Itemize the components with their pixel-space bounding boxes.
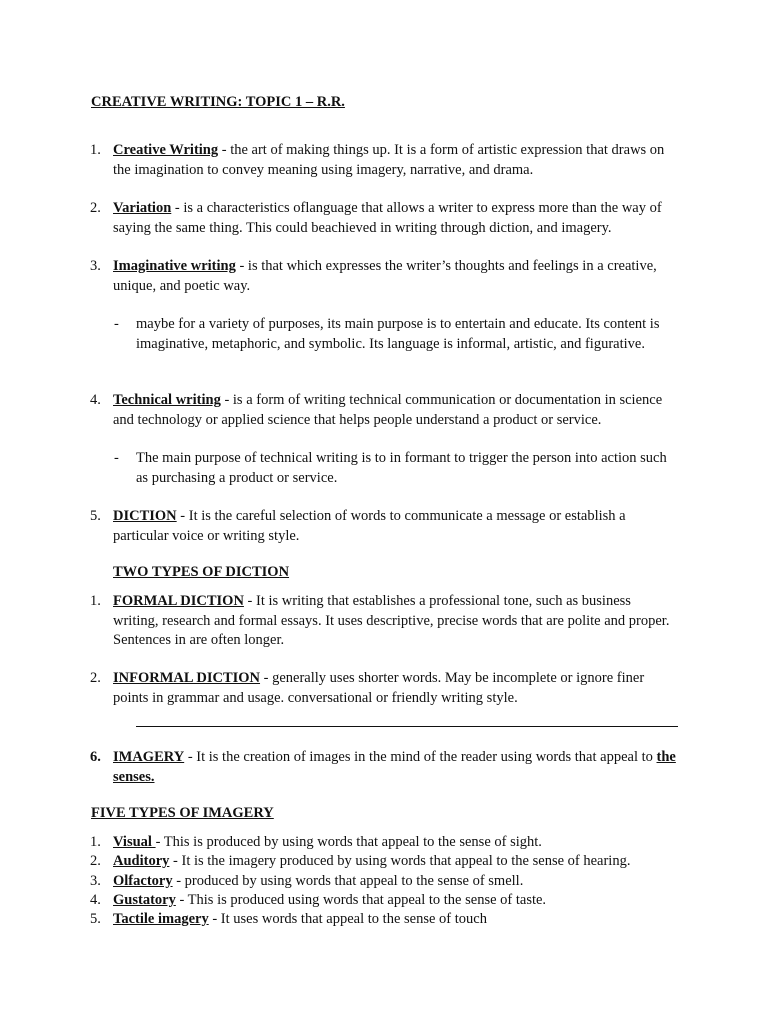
definition: - It is the careful selection of words to communicate a message or establish a particular voice or writing style. [113, 508, 626, 544]
emphasized-text: the senses. [113, 749, 676, 785]
bullet-item [114, 449, 676, 488]
list-item-imaginative-writing [90, 257, 679, 296]
term: Creative Writing [113, 142, 219, 158]
list-number: 4. [90, 892, 101, 908]
list-number: 2. [90, 670, 101, 686]
list-item-diction [90, 507, 679, 546]
list-number: 3. [90, 258, 101, 274]
list-item-informal-diction [90, 669, 679, 708]
list-number: 6. [90, 749, 101, 765]
list-number: 1. [90, 593, 101, 609]
term: Technical writing [113, 392, 221, 408]
list-number: 2. [90, 200, 101, 216]
definition: - It uses words that appeal to the sense of touch [208, 911, 487, 927]
term: FORMAL DICTION [113, 593, 244, 609]
list-item-imagery [90, 748, 679, 787]
definition: - is a characteristics oflanguage that allows a writer to express more than the way of saying the same thing. This could beachieved in writing through diction, and imagery. [113, 200, 662, 236]
term: Variation [113, 200, 172, 216]
imagery-type-olfactory [90, 872, 679, 892]
list-item-variation [90, 199, 679, 238]
definition: - It is writing that establishes a professional tone, such as business writing, research and formal essays. It uses descriptive, precise words that are polite and proper. Sentences in are often longer. [113, 593, 670, 648]
bullet-text: maybe for a variety of purposes, its main purpose is to entertain and educate. Its content is imaginative, metaphoric, and symbolic. Its language is informal, artistic, and figurative. [136, 316, 660, 352]
horizontal-divider [136, 726, 678, 727]
definition: - is that which expresses the writer’s thoughts and feelings in a creative, unique, and poetic way. [113, 258, 657, 294]
imagery-type-tactile [90, 910, 679, 930]
imagery-type-auditory [90, 852, 679, 872]
definition: - produced by using words that appeal to the sense of smell. [172, 873, 524, 889]
definition: - generally uses shorter words. May be incomplete or ignore finer points in grammar and usage. conversational or friendly writing style. [113, 670, 645, 706]
term: INFORMAL DICTION [113, 670, 261, 686]
list-number: 2. [90, 853, 101, 869]
list-number: 1. [90, 142, 101, 158]
term: Auditory [113, 853, 170, 869]
list-number: 4. [90, 392, 101, 408]
term: Imaginative writing [113, 258, 236, 274]
definition: - This is produced using words that appeal to the sense of taste. [175, 892, 547, 908]
term: Visual [113, 834, 156, 850]
list-number: 1. [90, 834, 101, 850]
list-item-technical-writing [90, 391, 679, 430]
bullet-dash: - [114, 450, 119, 466]
term: Olfactory [113, 873, 173, 889]
definition: - is a form of writing technical communication or documentation in science and technology or applied science that helps people understand a product or service. [113, 392, 663, 428]
definition: - It is the creation of images in the mind of the reader using words that appeal to [184, 749, 657, 765]
section-heading-diction: TWO TYPES OF DICTION [113, 564, 290, 580]
bullet-text: The main purpose of technical writing is to in formant to trigger the person into action such as purchasing a product or service. [136, 450, 667, 486]
list-item-formal-diction [90, 592, 679, 651]
bullet-item [114, 315, 676, 354]
list-number: 5. [90, 911, 101, 927]
list-number: 3. [90, 873, 101, 889]
definition: - It is the imagery produced by using words that appeal to the sense of hearing. [169, 853, 631, 869]
definition: - the art of making things up. It is a form of artistic expression that draws on the imagination to convey meaning using imagery, narrative, and drama. [113, 142, 665, 178]
term: Tactile imagery [113, 911, 209, 927]
term: DICTION [113, 508, 177, 524]
document-title: CREATIVE WRITING: TOPIC 1 – R.R. [91, 94, 345, 110]
bullet-dash: - [114, 316, 119, 332]
term: IMAGERY [113, 749, 185, 765]
section-heading-imagery: FIVE TYPES OF IMAGERY [91, 805, 274, 821]
term: Gustatory [113, 892, 176, 908]
list-item-creative-writing [90, 141, 679, 180]
list-number: 5. [90, 508, 101, 524]
definition: - This is produced by using words that appeal to the sense of sight. [155, 834, 542, 850]
imagery-type-visual [90, 833, 679, 853]
imagery-type-gustatory [90, 891, 679, 911]
